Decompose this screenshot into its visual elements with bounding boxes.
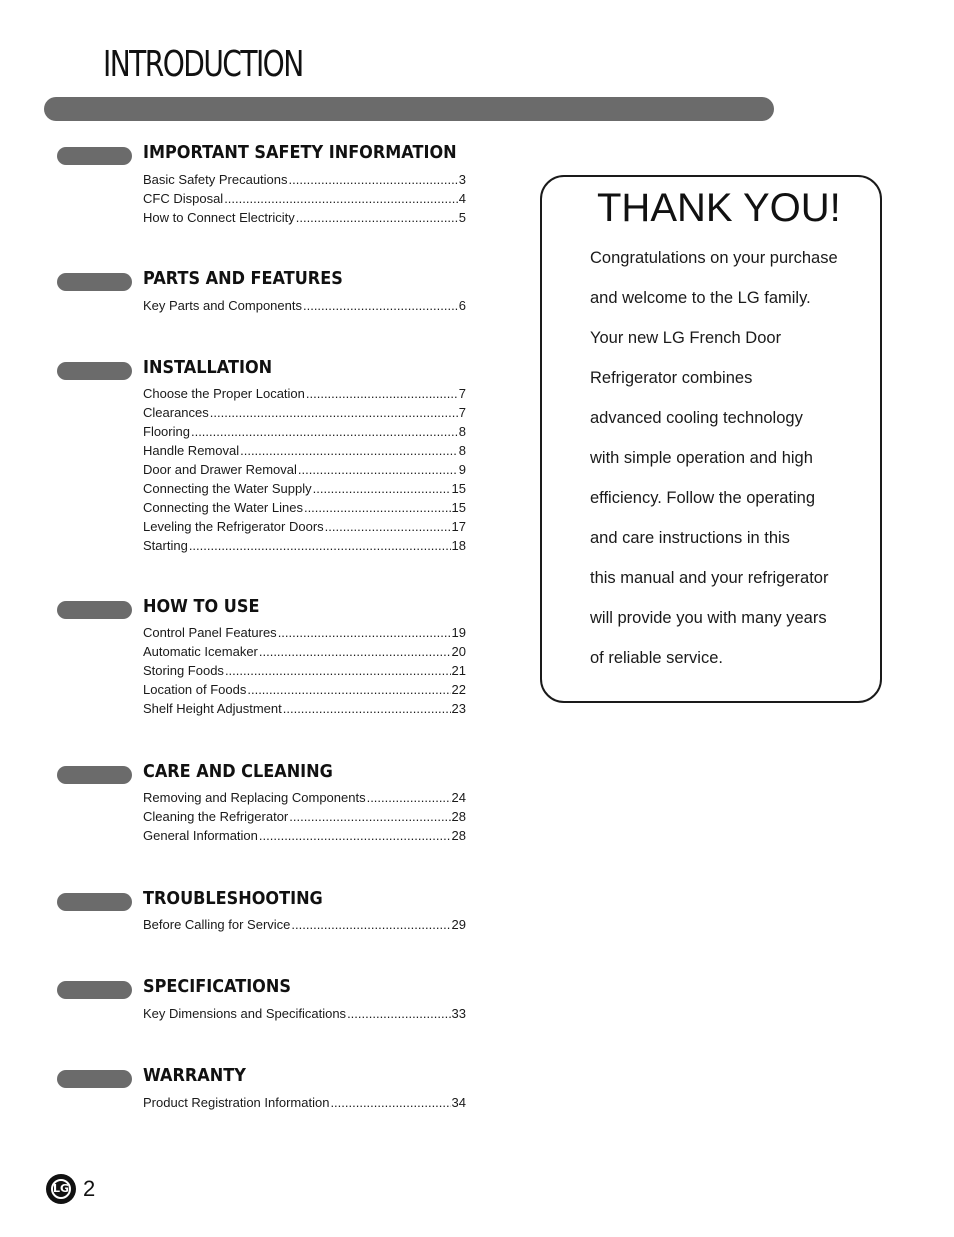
entry-page: 18 bbox=[451, 538, 466, 553]
entry-name: Flooring bbox=[143, 424, 190, 439]
toc-entry[interactable] bbox=[143, 625, 466, 644]
dot-leader bbox=[210, 405, 458, 420]
dot-leader bbox=[283, 701, 451, 716]
entry-page: 28 bbox=[451, 809, 466, 824]
message-line: with simple operation and high bbox=[590, 449, 813, 467]
section-title: SPECIFICATIONS bbox=[143, 977, 291, 997]
dot-leader bbox=[291, 917, 450, 932]
entry-page: 21 bbox=[451, 663, 466, 678]
page-number: 2 bbox=[83, 1176, 96, 1201]
toc-entries bbox=[143, 917, 466, 936]
dot-leader bbox=[303, 298, 458, 313]
message-line: will provide you with many years bbox=[590, 609, 827, 627]
thank-you-message bbox=[590, 249, 880, 689]
entry-name: Connecting the Water Supply bbox=[143, 481, 312, 496]
toc-entry[interactable] bbox=[143, 481, 466, 500]
entry-page: 3 bbox=[458, 172, 466, 187]
title-divider-bar bbox=[44, 97, 774, 121]
entry-name: Location of Foods bbox=[143, 682, 247, 697]
toc-entry[interactable] bbox=[143, 443, 466, 462]
page-title: INTRODUCTION bbox=[103, 44, 303, 85]
toc-entries bbox=[143, 625, 466, 720]
entry-name: Door and Drawer Removal bbox=[143, 462, 297, 477]
entry-name: Product Registration Information bbox=[143, 1095, 330, 1110]
entry-page: 4 bbox=[458, 191, 466, 206]
entry-page: 17 bbox=[451, 519, 466, 534]
dot-leader bbox=[289, 172, 458, 187]
toc-entry[interactable] bbox=[143, 917, 466, 936]
entry-name: Cleaning the Refrigerator bbox=[143, 809, 289, 824]
toc-entries bbox=[143, 1006, 466, 1025]
entry-name: Key Dimensions and Specifications bbox=[143, 1006, 347, 1021]
toc-entries bbox=[143, 298, 466, 317]
toc-entry[interactable] bbox=[143, 1095, 466, 1114]
section-pill-marker bbox=[57, 766, 132, 784]
entry-page: 7 bbox=[458, 386, 466, 401]
toc-entry[interactable] bbox=[143, 424, 466, 443]
section-title: INSTALLATION bbox=[143, 358, 273, 378]
dot-leader bbox=[306, 386, 458, 401]
entry-page: 5 bbox=[458, 210, 466, 225]
toc-entry[interactable] bbox=[143, 538, 466, 557]
entry-name: CFC Disposal bbox=[143, 191, 224, 206]
entry-page: 15 bbox=[451, 481, 466, 496]
section-title: PARTS AND FEATURES bbox=[143, 269, 343, 289]
dot-leader bbox=[289, 809, 450, 824]
section-pill-marker bbox=[57, 601, 132, 619]
entry-name: Storing Foods bbox=[143, 663, 224, 678]
toc-entry[interactable] bbox=[143, 682, 466, 701]
section-title: TROUBLESHOOTING bbox=[143, 889, 323, 909]
toc-entry[interactable] bbox=[143, 809, 466, 828]
toc-entry[interactable] bbox=[143, 191, 466, 210]
entry-name: Choose the Proper Location bbox=[143, 386, 305, 401]
toc-entry[interactable] bbox=[143, 701, 466, 720]
dot-leader bbox=[259, 644, 451, 659]
entry-name: General Information bbox=[143, 828, 258, 843]
toc-entry[interactable] bbox=[143, 519, 466, 538]
entry-name: Shelf Height Adjustment bbox=[143, 701, 282, 716]
entry-name: Leveling the Refrigerator Doors bbox=[143, 519, 324, 534]
toc-entry[interactable] bbox=[143, 644, 466, 663]
entry-name: Basic Safety Precautions bbox=[143, 172, 288, 187]
dot-leader bbox=[325, 519, 451, 534]
dot-leader bbox=[224, 191, 458, 206]
entry-name: Automatic Icemaker bbox=[143, 644, 258, 659]
toc-entries bbox=[143, 386, 466, 557]
toc-entries bbox=[143, 1095, 466, 1114]
message-line: this manual and your refrigerator bbox=[590, 569, 829, 587]
message-line: Refrigerator combines bbox=[590, 369, 753, 387]
message-line: and welcome to the LG family. bbox=[590, 289, 811, 307]
entry-name: Clearances bbox=[143, 405, 209, 420]
message-line: advanced cooling technology bbox=[590, 409, 803, 427]
entry-page: 33 bbox=[451, 1006, 466, 1021]
section-pill-marker bbox=[57, 981, 132, 999]
entry-page: 24 bbox=[451, 790, 466, 805]
entry-name: Removing and Replacing Components bbox=[143, 790, 366, 805]
dot-leader bbox=[259, 828, 451, 843]
entry-page: 9 bbox=[458, 462, 466, 477]
message-line: Your new LG French Door bbox=[590, 329, 782, 347]
entry-page: 22 bbox=[451, 682, 466, 697]
section-title: HOW TO USE bbox=[143, 597, 260, 617]
toc-entry[interactable] bbox=[143, 462, 466, 481]
message-line: and care instructions in this bbox=[590, 529, 790, 547]
section-title: WARRANTY bbox=[143, 1066, 246, 1086]
message-line: of reliable service. bbox=[590, 649, 723, 667]
entry-name: Key Parts and Components bbox=[143, 298, 302, 313]
toc-entry[interactable] bbox=[143, 828, 466, 847]
entry-page: 20 bbox=[451, 644, 466, 659]
entry-page: 8 bbox=[458, 443, 466, 458]
entry-page: 28 bbox=[451, 828, 466, 843]
entry-name: How to Connect Electricity bbox=[143, 210, 295, 225]
section-pill-marker bbox=[57, 1070, 132, 1088]
dot-leader bbox=[189, 538, 451, 553]
entry-page: 8 bbox=[458, 424, 466, 439]
section-pill-marker bbox=[57, 147, 132, 165]
section-pill-marker bbox=[57, 362, 132, 380]
entry-page: 19 bbox=[451, 625, 466, 640]
entry-page: 34 bbox=[451, 1095, 466, 1110]
dot-leader bbox=[191, 424, 458, 439]
entry-page: 6 bbox=[458, 298, 466, 313]
lg-logo-icon bbox=[46, 1174, 76, 1204]
entry-name: Control Panel Features bbox=[143, 625, 277, 640]
entry-page: 23 bbox=[451, 701, 466, 716]
section-title: CARE AND CLEANING bbox=[143, 762, 333, 782]
section-pill-marker bbox=[57, 893, 132, 911]
toc-entry[interactable] bbox=[143, 298, 466, 317]
dot-leader bbox=[225, 663, 451, 678]
dot-leader bbox=[298, 462, 458, 477]
toc-entries bbox=[143, 790, 466, 847]
dot-leader bbox=[367, 790, 451, 805]
dot-leader bbox=[278, 625, 451, 640]
dot-leader bbox=[313, 481, 451, 496]
thank-you-title: THANK YOU! bbox=[597, 186, 841, 230]
entry-page: 7 bbox=[458, 405, 466, 420]
toc-entry[interactable] bbox=[143, 405, 466, 424]
toc-entry[interactable] bbox=[143, 1006, 466, 1025]
message-line: Congratulations on your purchase bbox=[590, 249, 838, 267]
toc-entry[interactable] bbox=[143, 500, 466, 519]
section-pill-marker bbox=[57, 273, 132, 291]
entry-name: Starting bbox=[143, 538, 188, 553]
toc-entry[interactable] bbox=[143, 172, 466, 191]
entry-name: Handle Removal bbox=[143, 443, 240, 458]
dot-leader bbox=[347, 1006, 450, 1021]
entry-name: Connecting the Water Lines bbox=[143, 500, 303, 515]
entry-page: 15 bbox=[451, 500, 466, 515]
dot-leader bbox=[240, 443, 458, 458]
toc-entries bbox=[143, 172, 466, 229]
dot-leader bbox=[296, 210, 458, 225]
dot-leader bbox=[330, 1095, 450, 1110]
entry-page: 29 bbox=[451, 917, 466, 932]
toc-entry[interactable] bbox=[143, 210, 466, 229]
toc-entry[interactable] bbox=[143, 663, 466, 682]
dot-leader bbox=[247, 682, 450, 697]
section-title: IMPORTANT SAFETY INFORMATION bbox=[143, 143, 457, 163]
lg-logo-text: LG bbox=[51, 1179, 71, 1199]
entry-name: Before Calling for Service bbox=[143, 917, 291, 932]
dot-leader bbox=[304, 500, 451, 515]
toc-entry[interactable] bbox=[143, 790, 466, 809]
toc-entry[interactable] bbox=[143, 386, 466, 405]
message-line: efficiency. Follow the operating bbox=[590, 489, 816, 507]
